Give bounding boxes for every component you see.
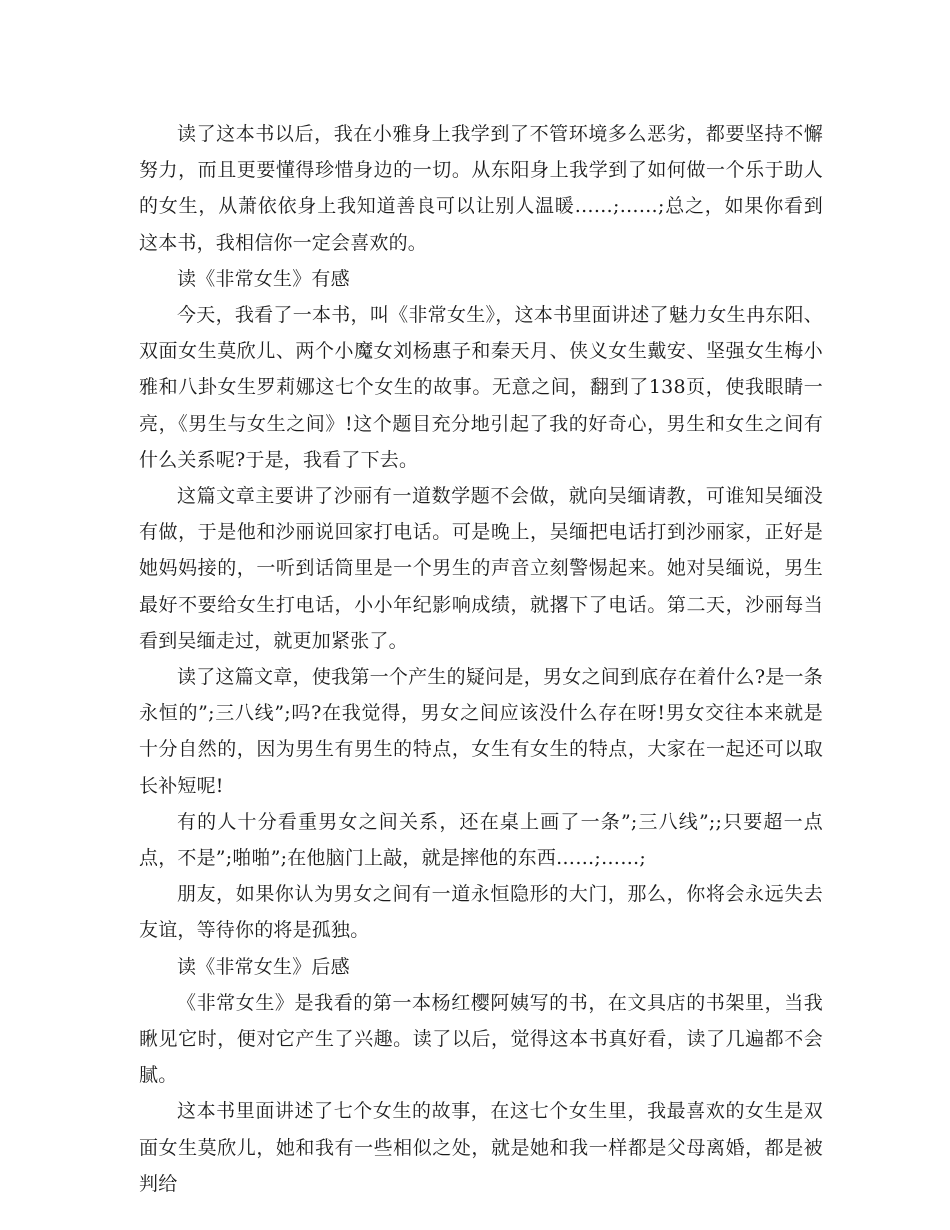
paragraph: 读了这本书以后，我在小雅身上我学到了不管环境多么恶劣，都要坚持不懈努力，而且更要懂得珍惜身边的一切。从东阳身上我学到了如何做一个乐于助人的女生，从萧依依身上我知道善良可以让别人温暖……;……;总之，如果你看到这本书，我相信你一定会喜欢的。 xyxy=(139,123,823,254)
paragraph: 这本书里面讲述了七个女生的故事，在这七个女生里，我最喜欢的女生是双面女生莫欣儿，她和我有一些相似之处，就是她和我一样都是父母离婚，都是被判给 xyxy=(139,1100,823,1195)
paragraph: 这篇文章主要讲了沙丽有一道数学题不会做，就向吴缅请教，可谁知吴缅没有做，于是他和沙丽说回家打电话。可是晚上，吴缅把电话打到沙丽家，正好是她妈妈接的，一听到话筒里是一个男生的声音立刻警惕起来。她对吴缅说，男生最好不要给女生打电话，小小年纪影响成绩，就撂下了电话。第二天，沙丽每当看到吴缅走过，就更加紧张了。 xyxy=(139,485,823,652)
section-heading: 读《非常女生》有感 xyxy=(177,267,350,290)
paragraph: 朋友，如果你认为男女之间有一道永恒隐形的大门，那么，你将会永远失去友谊，等待你的将是孤独。 xyxy=(139,883,823,942)
section-heading: 读《非常女生》后感 xyxy=(177,955,350,978)
paragraph: 有的人十分看重男女之间关系，还在桌上画了一条”;三八线”;;只要超一点点，不是”;啪啪”;在他脑门上敲，就是摔他的东西……;……; xyxy=(139,810,823,870)
document-body xyxy=(139,116,823,1202)
paragraph: 读了这篇文章，使我第一个产生的疑问是，男女之间到底存在着什么?是一条永恒的”;三八线”;吗?在我觉得，男女之间应该没什么存在呀!男女交往本来就是十分自然的，因为男生有男生的特点，女生有女生的特点，大家在一起还可以取长补短呢! xyxy=(139,666,823,797)
paragraph: 今天，我看了一本书，叫《非常女生》，这本书里面讲述了魅力女生冉东阳、双面女生莫欣儿、两个小魔女刘杨惠子和秦天月、侠义女生戴安、坚强女生梅小雅和八卦女生罗莉娜这七个女生的故事。无意之间，翻到了138页，使我眼睛一亮，《男生与女生之间》!这个题目充分地引起了我的好奇心，男生和女生之间有什么关系呢?于是，我看了下去。 xyxy=(139,304,823,471)
paragraph: 《非常女生》是我看的第一本杨红樱阿姨写的书，在文具店的书架里，当我瞅见它时，便对它产生了兴趣。读了以后，觉得这本书真好看，读了几遍都不会腻。 xyxy=(139,991,823,1087)
